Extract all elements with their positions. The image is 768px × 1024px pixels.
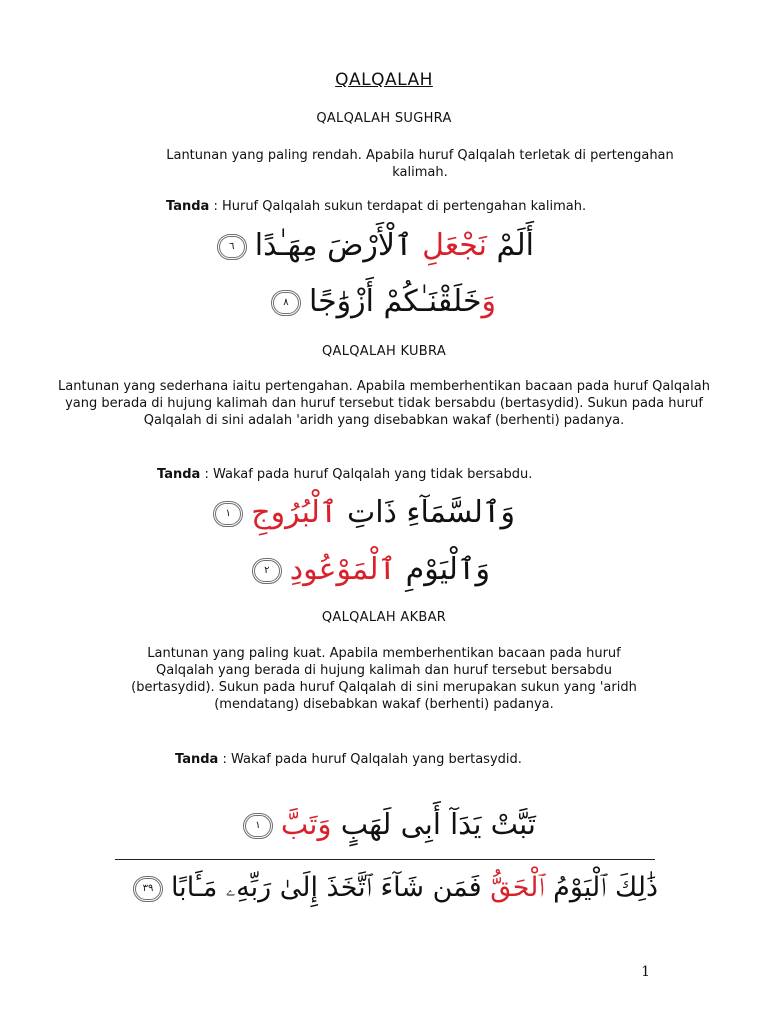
section-description-sughra: Lantunan yang paling rendah. Apabila huruf Qalqalah terletak di pertengahan kalimah. — [166, 148, 674, 180]
tanda-text: : Wakaf pada huruf Qalqalah yang tidak bersabdu. — [200, 467, 533, 482]
qalqalah-word: وَتَبَّ — [280, 807, 332, 841]
verse-text-post: خَلَقْنَـٰكُمْ أَزْوَٰجًا — [308, 284, 482, 319]
ayah-number-marker: ٦ — [217, 234, 247, 260]
verse-sughra-1 — [229, 228, 534, 263]
tanda-label: Tanda — [166, 199, 210, 214]
verse-text-pre: ذَٰلِكَ ٱلْيَوْمُ — [544, 872, 658, 903]
section-description-kubra: Lantunan yang sederhana iaitu pertengahan. Apabila memberhentikan bacaan pada huruf Qalqalah yang berada di hujung kalimah dan huruf tersebut tidak bersabdu (bertasydid). Sukun pada huruf Qalqalah di sini adalah 'aridh yang disebabkan wakaf (berhenti) padanya. — [58, 379, 710, 428]
page-number: 1 — [641, 964, 650, 980]
verse-akbar-2 — [110, 872, 658, 904]
tanda-label: Tanda — [157, 467, 201, 482]
ayah-number-marker: ٨ — [271, 290, 301, 316]
section-heading-akbar: QALQALAH AKBAR — [321, 610, 447, 625]
tanda-line-kubra — [157, 467, 532, 482]
page-title: QALQALAH — [335, 70, 433, 90]
verse-sughra-2 — [270, 284, 496, 319]
verse-text-pre: أَلَمْ — [487, 228, 534, 263]
tanda-line-akbar — [175, 752, 522, 767]
verse-text-pre: وَٱلسَّمَآءِ ذَاتِ — [337, 495, 515, 530]
qalqalah-word: ٱلْمَوْعُودِ — [289, 552, 397, 587]
section-heading-sughra: QALQALAH SUGHRA — [316, 111, 452, 126]
section-description-akbar: Lantunan yang paling kuat. Apabila memberhentikan bacaan pada huruf Qalqalah yang berada di hujung kalimah dan huruf tersebut bersabdu (bertasydid). Sukun pada huruf Qalqalah di sini merupakan sukun yang 'aridh (mendatang) disebabkan wakaf (berhenti) padanya. — [131, 646, 637, 712]
verse-text-pre: تَبَّتْ يَدَآ أَبِى لَهَبٍ — [331, 807, 536, 841]
tanda-text: : Huruf Qalqalah sukun terdapat di pertengahan kalimah. — [209, 199, 587, 214]
verse-kubra-2 — [264, 552, 490, 587]
verse-text-post: ٱلْأَرْضَ مِهَـٰدًا — [254, 228, 423, 263]
qalqalah-word: ٱلْبُرُوجِ — [251, 495, 338, 530]
verse-text-pre: وَٱلْيَوْمِ — [396, 552, 490, 587]
verse-text-post: فَمَن شَآءَ ٱتَّخَذَ إِلَىٰ رَبِّهِۦ مَـَٔابًا — [170, 872, 491, 903]
ayah-number-marker: ١ — [213, 501, 243, 527]
qalqalah-word: ٱلْحَقُّ — [490, 872, 545, 903]
verse-akbar-1 — [236, 807, 536, 841]
section-heading-kubra: QALQALAH KUBRA — [321, 344, 447, 359]
qalqalah-word: وَ — [481, 284, 496, 319]
verse-kubra-1 — [225, 495, 515, 530]
tanda-text: : Wakaf pada huruf Qalqalah yang bertasydid. — [218, 752, 522, 767]
separator-line — [115, 859, 655, 860]
ayah-number-marker: ١ — [243, 813, 273, 839]
tanda-label: Tanda — [175, 752, 219, 767]
ayah-number-marker: ٣٩ — [133, 876, 163, 902]
qalqalah-word: نَجْعَلِ — [422, 228, 488, 263]
tanda-line-sughra — [166, 199, 586, 214]
ayah-number-marker: ٢ — [252, 558, 282, 584]
